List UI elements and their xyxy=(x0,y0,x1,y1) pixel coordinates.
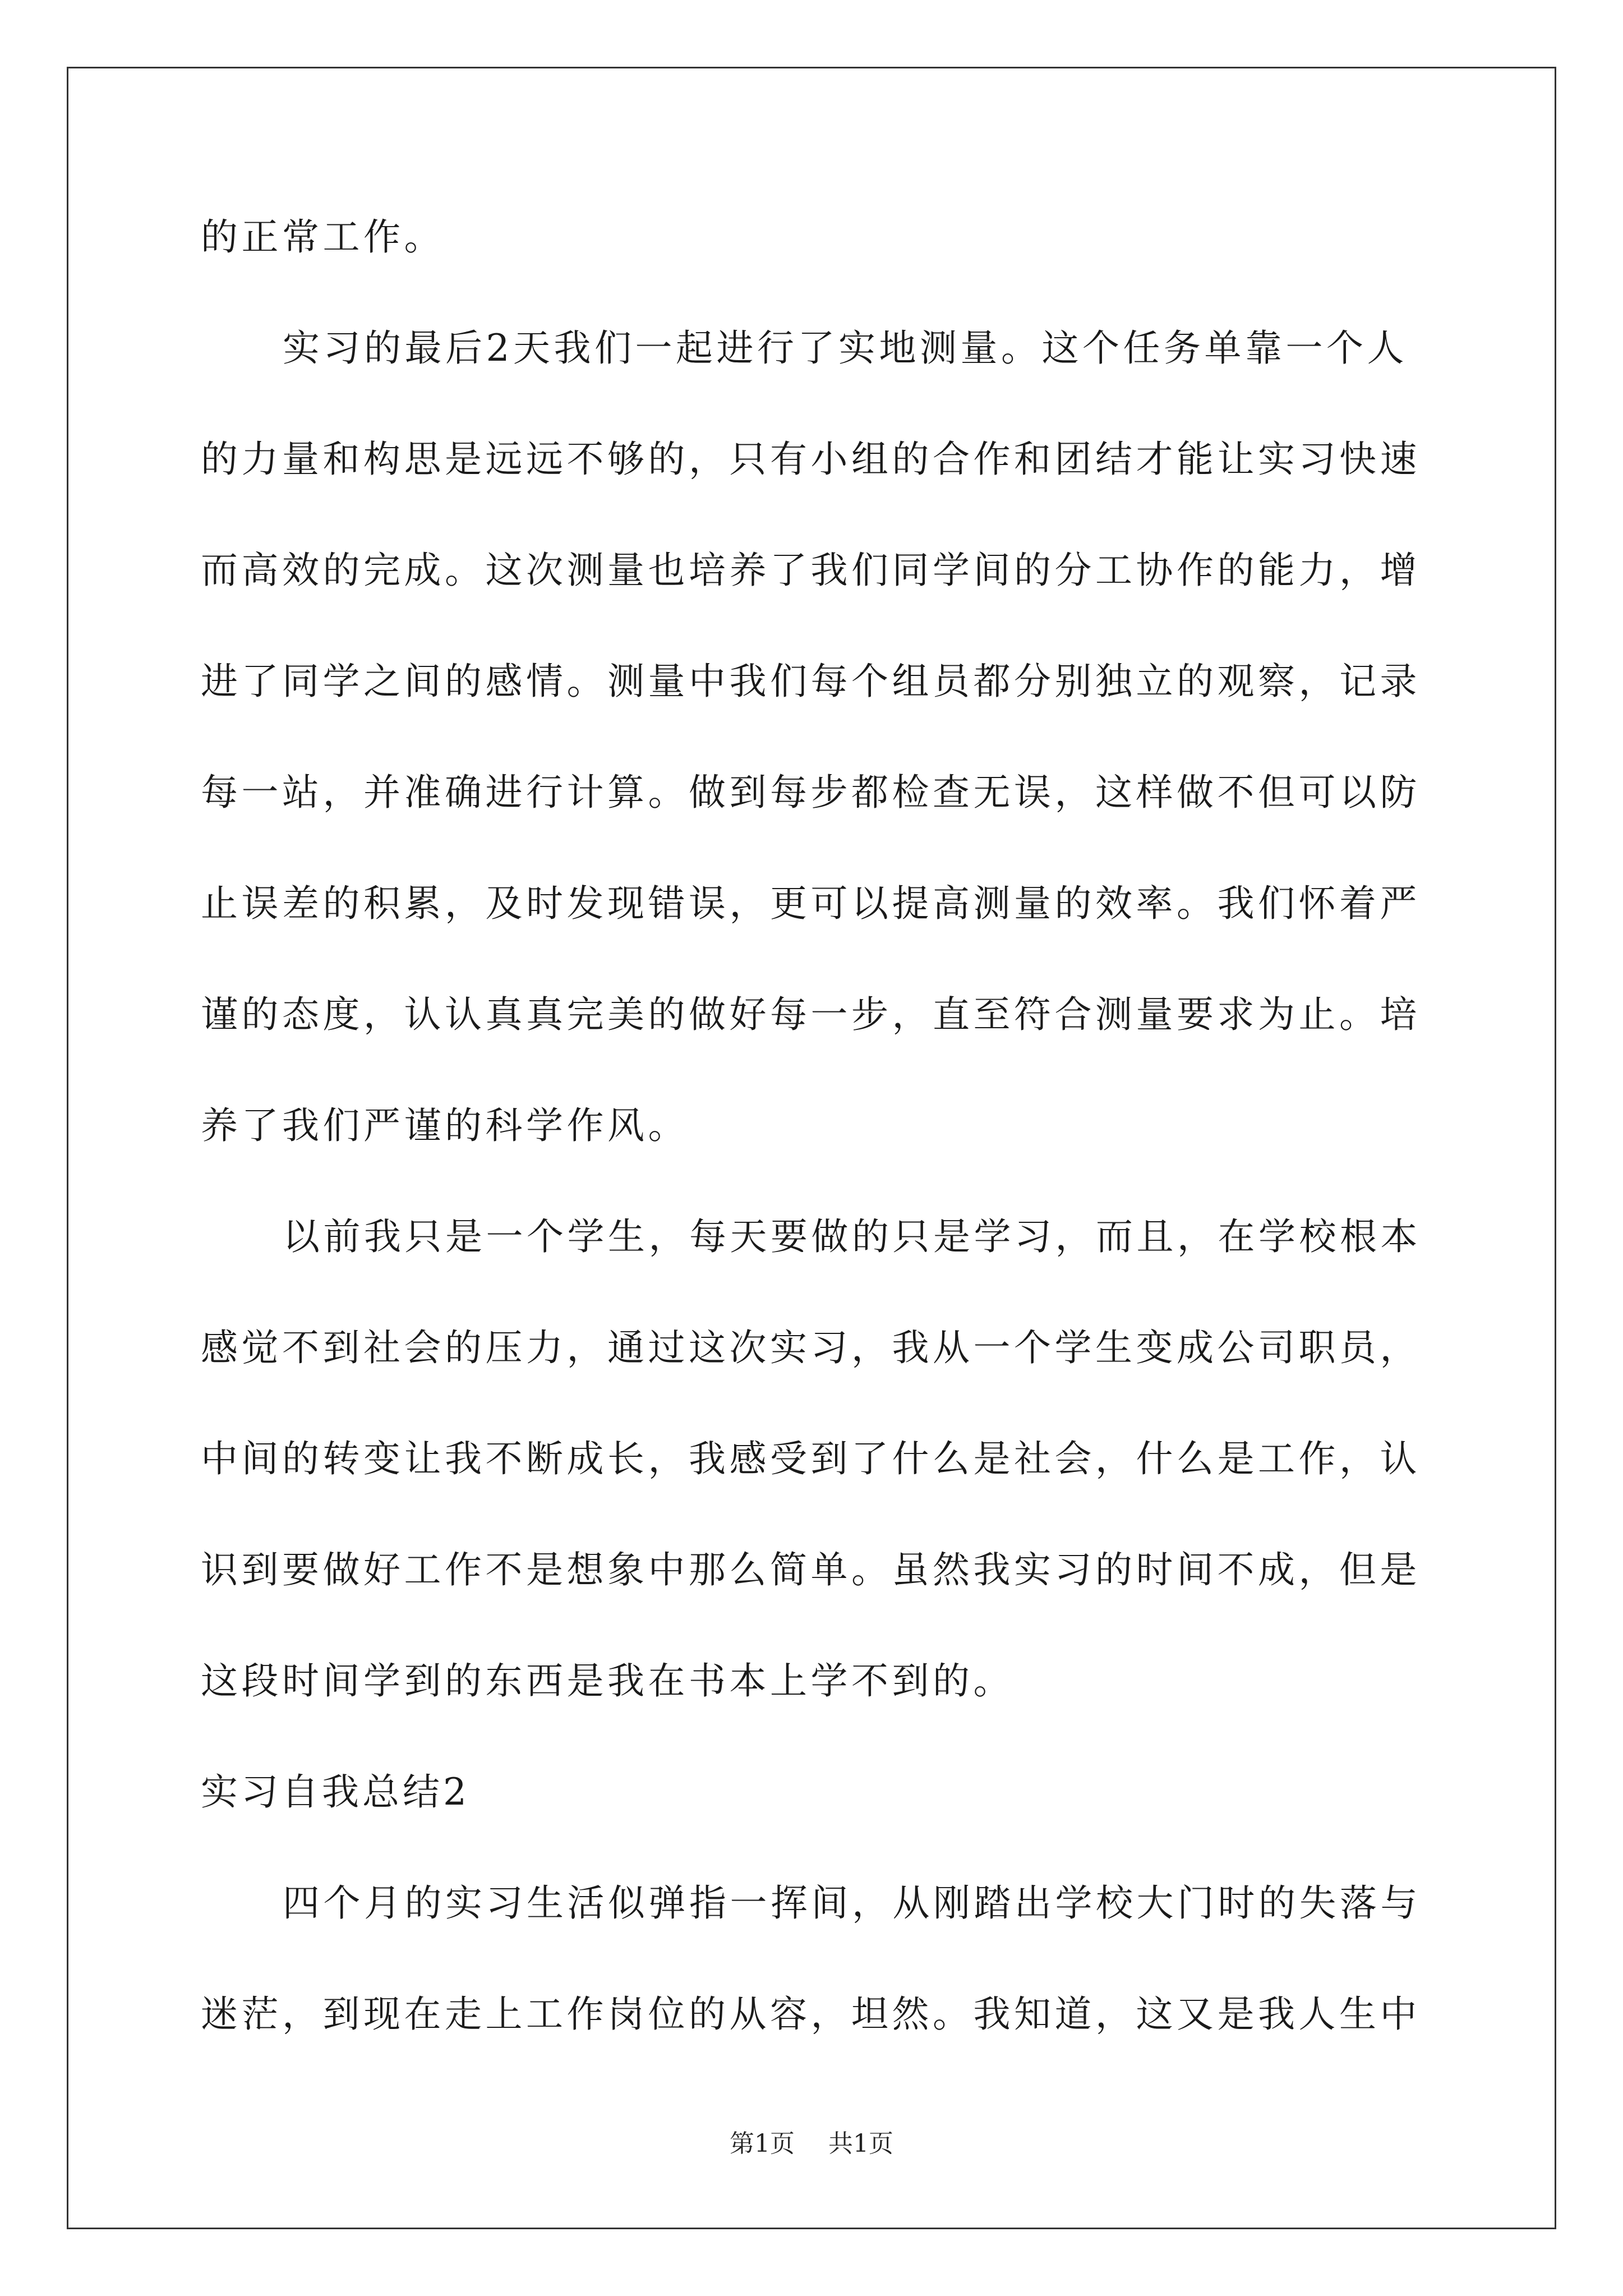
text-line: 感觉不到社会的压力，通过这次实习，我从一个学生变成公司职员， xyxy=(201,1326,1421,1369)
text-line: 养了我们严谨的科学作风。 xyxy=(201,1104,689,1147)
total-pages: 共1页 xyxy=(828,2129,893,2158)
section-heading: 实习自我总结2 xyxy=(201,1770,470,1814)
text-line: 迷茫，到现在走上工作岗位的从容，坦然。我知道，这又是我人生中 xyxy=(201,1993,1421,2036)
text-line: 每一站，并准确进行计算。做到每步都检查无误，这样做不但可以防 xyxy=(201,771,1421,814)
text-line: 止误差的积累，及时发现错误，更可以提高测量的效率。我们怀着严 xyxy=(201,882,1421,925)
document-body xyxy=(201,215,1429,2107)
paragraph-start-line: 四个月的实习生活似弹指一挥间，从刚踏出学校大门时的失落与 xyxy=(283,1881,1421,1925)
text-line: 谨的态度，认认真真完美的做好每一步，直至符合测量要求为止。培 xyxy=(201,993,1421,1036)
paragraph-start-line: 实习的最后2天我们一起进行了实地测量。这个任务单靠一个人 xyxy=(283,326,1408,370)
text-line: 识到要做好工作不是想象中那么简单。虽然我实习的时间不成，但是 xyxy=(201,1548,1421,1591)
text-line: 的正常工作。 xyxy=(201,215,445,259)
text-line: 的力量和构思是远远不够的，只有小组的合作和团结才能让实习快速 xyxy=(201,438,1421,481)
text-line: 而高效的完成。这次测量也培养了我们同学间的分工协作的能力，增 xyxy=(201,549,1421,592)
paragraph-start-line: 以前我只是一个学生，每天要做的只是学习，而且，在学校根本 xyxy=(283,1215,1421,1258)
text-line: 中间的转变让我不断成长，我感受到了什么是社会，什么是工作，认 xyxy=(201,1437,1421,1480)
page-footer xyxy=(0,2129,1623,2158)
text-line: 这段时间学到的东西是我在书本上学不到的。 xyxy=(201,1659,1014,1703)
text-line: 进了同学之间的感情。测量中我们每个组员都分别独立的观察，记录 xyxy=(201,660,1421,703)
page-number: 第1页 xyxy=(730,2129,795,2158)
